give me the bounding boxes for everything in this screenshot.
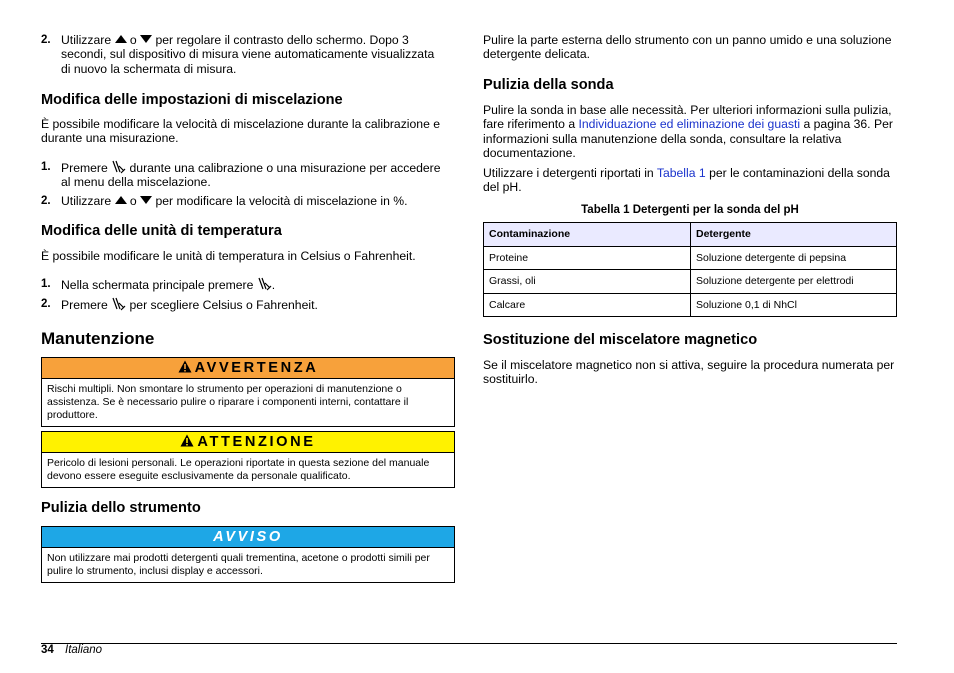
- temperature-intro: È possibile modificare le unità di temperatura in Celsius o Fahrenheit.: [41, 249, 416, 263]
- mixing-intro: È possibile modificare la velocità di miscelazione durante la calibrazione e durante una misurazione.: [41, 117, 441, 146]
- footer-language: Italiano: [65, 644, 103, 656]
- stirrer-text: Se il miscelatore magnetico non si attiva, seguire la procedura numerata per sostituirlo.: [483, 358, 895, 387]
- list-item: 2. Utilizzare o per modificare la velocità di miscelazione in %.: [41, 194, 408, 208]
- table-cell: Soluzione 0,1 di NhCl: [691, 293, 897, 317]
- table-1-link[interactable]: Tabella 1: [656, 166, 706, 180]
- down-arrow-icon: [140, 196, 152, 204]
- detergent-table: [483, 222, 897, 317]
- warning-triangle-icon: [180, 434, 194, 447]
- warning-box: [41, 357, 455, 427]
- table-cell: Calcare: [484, 293, 691, 317]
- section-heading-temperature: Modifica delle unità di temperatura: [41, 223, 282, 239]
- table-cell: Soluzione detergente per elettrodi: [691, 270, 897, 294]
- list-item: 1. Nella schermata principale premere .: [41, 278, 276, 292]
- table-header-cell: Contaminazione: [484, 223, 691, 247]
- table-cell: Grassi, oli: [484, 270, 691, 294]
- table-row: [484, 246, 897, 270]
- probe-cleaning-paragraph: Pulire la sonda in base alle necessità. Per ulteriori informazioni sulla pulizia, fare riferimento a Individuazione ed eliminazione dei guasti a pagina 36. Per informazioni sulla manutenzione della sonda, consultare la relativa documentazione.: [483, 103, 893, 161]
- step-number: 2.: [41, 34, 51, 46]
- table-row: [484, 293, 897, 317]
- probe-stir-icon: [111, 160, 126, 175]
- list-item: [41, 33, 455, 77]
- section-heading-mixing: Modifica delle impostazioni di miscelazione: [41, 92, 343, 108]
- caution-box: [41, 431, 455, 488]
- table-header-row: [484, 223, 897, 247]
- table-cell: Soluzione detergente di pepsina: [691, 246, 897, 270]
- probe-temperature-icon: [257, 277, 272, 292]
- list-item: 2. Premere per scegliere Celsius o Fahrenheit.: [41, 298, 318, 312]
- notice-header: AVVISO: [42, 527, 454, 548]
- table-row: [484, 270, 897, 294]
- section-heading-stirrer: Sostituzione del miscelatore magnetico: [483, 332, 758, 348]
- caution-header: ATTENZIONE: [42, 432, 454, 453]
- warning-triangle-icon: [178, 360, 192, 373]
- footer: [41, 643, 102, 657]
- detergents-paragraph: Utilizzare i detergenti riportati in Tabella 1 per le contaminazioni della sonda del pH.: [483, 166, 890, 195]
- up-arrow-icon: [115, 35, 127, 43]
- section-heading-probe-cleaning: Pulizia della sonda: [483, 77, 614, 93]
- probe-temperature-icon: [111, 297, 126, 312]
- cleaning-text: Pulire la parte esterna dello strumento con un panno umido e una soluzione detergente delicata.: [483, 33, 892, 62]
- step-text: Utilizzare o per regolare il contrasto dello schermo. Dopo 3 secondi, sul dispositivo di misura viene automaticamente visualizzata di nuovo la schermata di misura.: [61, 33, 435, 76]
- table-caption: Tabella 1 Detergenti per la sonda del pH: [581, 204, 799, 216]
- warning-header: AVVERTENZA: [42, 358, 454, 379]
- section-heading-cleaning: Pulizia dello strumento: [41, 500, 201, 516]
- notice-box: [41, 526, 455, 583]
- down-arrow-icon: [140, 35, 152, 43]
- notice-text: Non utilizzare mai prodotti detergenti quali trementina, acetone o prodotti simili per pulire lo strumento, inclusi display e accessori.: [47, 552, 430, 577]
- list-item: 1. Premere durante una calibrazione o una misurazione per accedere al menu della miscelazione.: [41, 161, 441, 190]
- page-number: 34: [41, 644, 54, 656]
- up-arrow-icon: [115, 196, 127, 204]
- warning-text: Rischi multipli. Non smontare lo strumento per operazioni di manutenzione o assistenza. Se è necessario pulire o riparare i componenti interni, contattare il produttore.: [47, 383, 409, 421]
- table-cell: Proteine: [484, 246, 691, 270]
- troubleshooting-link[interactable]: Individuazione ed eliminazione dei guasti: [578, 117, 801, 132]
- footer-divider: [41, 643, 897, 644]
- section-heading-maintenance: Manutenzione: [41, 329, 155, 348]
- caution-text: Pericolo di lesioni personali. Le operazioni riportate in questa sezione del manuale devono essere eseguite esclusivamente da personale qualificato.: [47, 457, 430, 482]
- table-header-cell: Detergente: [691, 223, 897, 247]
